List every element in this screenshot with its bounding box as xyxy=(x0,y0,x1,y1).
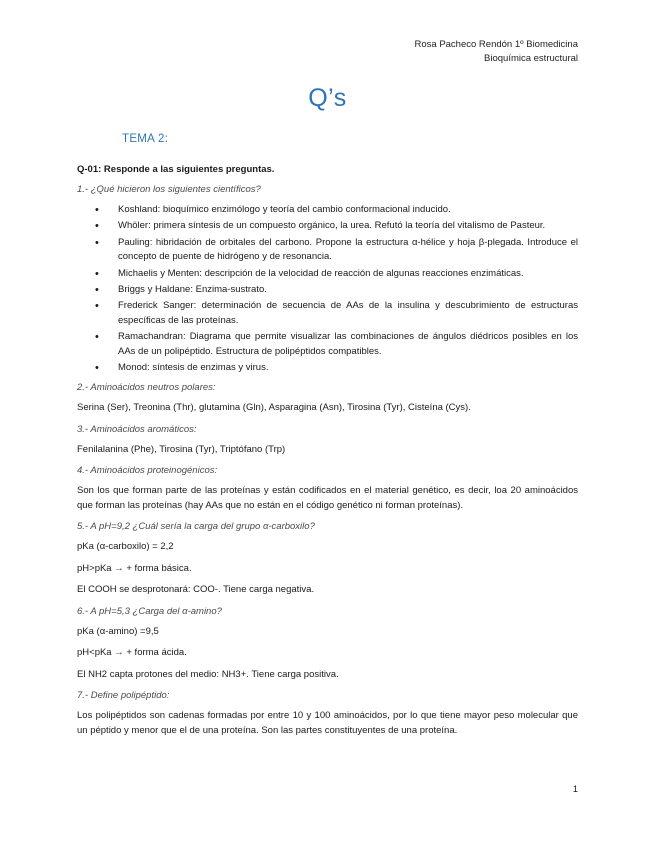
bullet-icon: • xyxy=(95,236,99,249)
page-header xyxy=(415,38,579,66)
question-7: 7.- Define polipéptido: xyxy=(77,690,170,702)
document-body xyxy=(77,163,578,745)
answer-6-line: El NH2 capta protones del medio: NH3+. Tiene carga positiva. xyxy=(77,668,339,680)
bullet-icon: • xyxy=(95,300,99,313)
page-number: 1 xyxy=(572,784,578,795)
question-heading: Q-01: Responde a las siguientes preguntas. xyxy=(77,164,275,175)
question-3: 3.- Aminoácidos aromáticos: xyxy=(77,423,197,435)
header-subject: Bioquímica estructural xyxy=(484,53,578,64)
answer-3: Fenilalanina (Phe), Tirosina (Tyr), Triptófano (Trp) xyxy=(77,443,286,455)
bullet-icon: • xyxy=(95,267,99,280)
section-heading: TEMA 2: xyxy=(122,133,169,145)
answer-7: Los polipéptidos son cadenas formadas por entre 10 y 100 aminoácidos, por lo que tiene mayor peso molecular que un péptido y menor que el de una proteína. Son las partes constituyentes de una proteína. xyxy=(77,710,578,736)
answer-5-line: pH>pKa → + forma básica. xyxy=(77,562,192,574)
bullet-icon: • xyxy=(95,331,99,344)
question-4: 4.- Aminoácidos proteinogénicos: xyxy=(77,465,218,477)
header-author: Rosa Pacheco Rendón 1º Biomedicina xyxy=(414,39,578,50)
answer-2: Serina (Ser), Treonina (Thr), glutamina (Gln), Asparagina (Asn), Tirosina (Tyr), Cisteína (Cys). xyxy=(77,402,471,414)
bullet-icon: • xyxy=(95,362,99,375)
page-title: Q’s xyxy=(308,84,347,112)
bullet-icon: • xyxy=(95,220,99,233)
answer-5-line: El COOH se desprotonará: COO-. Tiene carga negativa. xyxy=(77,584,315,596)
answer-5-line: pKa (α-carboxilo) = 2,2 xyxy=(77,541,174,553)
list-item: • Koshland: bioquímico enzimólogo y teoría del cambio conformacional inducido. xyxy=(95,204,451,216)
answer-4: Son los que forman parte de las proteínas y están codificados en el material genético, es decir, loa 20 aminoácidos que forman las proteínas (hay AAs que no están en el código genético ni forman proteínas). xyxy=(77,485,578,511)
question-6: 6.- A pH=5,3 ¿Carga del α-amino? xyxy=(77,605,222,617)
list-item: • Ramachandran: Diagrama que permite visualizar las combinaciones de ángulos diédricos posibles en los AAs de un polipéptido. Estructura de polipéptidos compatibles. xyxy=(95,331,578,357)
scientists-list xyxy=(77,203,578,375)
bullet-icon: • xyxy=(95,204,99,216)
list-item: • Briggs y Haldane: Enzima-sustrato. xyxy=(95,284,267,297)
question-1: 1.- ¿Qué hicieron los siguientes científicos? xyxy=(77,184,261,195)
list-item: • Michaelis y Menten: descripción de la velocidad de reacción de algunas reacciones enzimáticas. xyxy=(95,267,524,280)
list-item: • Pauling: hibridación de orbitales del carbono. Propone la estructura α-hélice y hoja β-plegada. Introduce el concepto de puente de hidrógeno y de resonancia. xyxy=(95,236,578,263)
list-item: • Whöler: primera síntesis de un compuesto orgánico, la urea. Refutó la teoría del vitalismo de Pasteur. xyxy=(95,220,546,233)
question-5: 5.- A pH=9,2 ¿Cuál sería la carga del grupo α-carboxilo? xyxy=(77,521,315,533)
answer-6-line: pKa (α-amino) =9,5 xyxy=(77,625,159,637)
answer-6-line: pH<pKa → + forma ácida. xyxy=(77,647,187,659)
bullet-icon: • xyxy=(95,284,99,297)
list-item: • Monod: síntesis de enzimas y virus. xyxy=(95,362,269,375)
list-item: • Frederick Sanger: determinación de secuencia de AAs de la insulina y descubrimiento de estructuras específicas de las proteínas. xyxy=(95,300,578,326)
question-2: 2.- Aminoácidos neutros polares: xyxy=(77,382,216,394)
